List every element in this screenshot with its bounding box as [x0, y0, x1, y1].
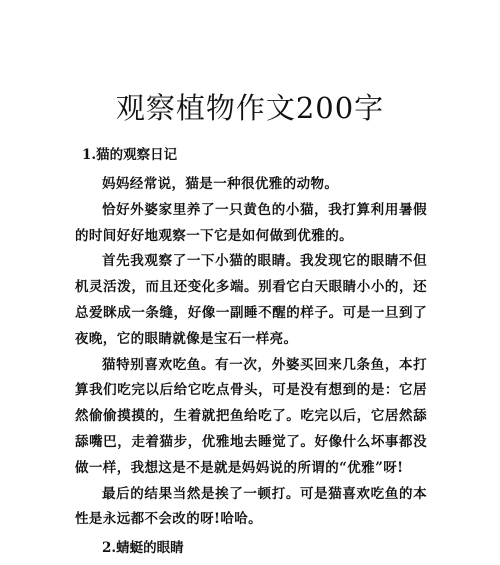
paragraph-1: 妈妈经常说，猫是一种很优雅的动物。 [102, 176, 339, 192]
section-heading-1: 1.猫的观察日记 [82, 147, 178, 163]
article-body [75, 172, 427, 533]
section-heading-2: 2.蜻蜓的眼睛 [102, 540, 184, 556]
article-title: 观察植物作文200字 [115, 91, 385, 125]
paragraph-2: 恰好外婆家里养了一只黄色的小猫，我打算利用暑假的时间好好地观察一下它是如何做到优雅的。 [75, 201, 427, 244]
paragraph-5: 最后的结果当然是挨了一顿打。可是猫喜欢吃鱼的本性是永远都不会改的呀!哈哈。 [75, 485, 427, 528]
paragraph-4: 猫特别喜欢吃鱼。有一次，外婆买回来几条鱼，本打算我们吃完以后给它吃点骨头，可是没有想到的是：它居然偷偷摸摸的，生着就把鱼给吃了。吃完以后，它居然舔舔嘴巴，走着猫步，优雅地去睡觉了。好像什么坏事都没做一样，我想这是不是就是妈妈说的所谓的“优雅”呀! [75, 356, 427, 476]
paragraph-3: 首先我观察了一下小猫的眼睛。我发现它的眼睛不但机灵活泼，而且还变化多端。别看它白天眼睛小小的，还总爱眯成一条缝，好像一副睡不醒的样子。可是一旦到了夜晚，它的眼睛就像是宝石一样亮。 [75, 253, 427, 347]
